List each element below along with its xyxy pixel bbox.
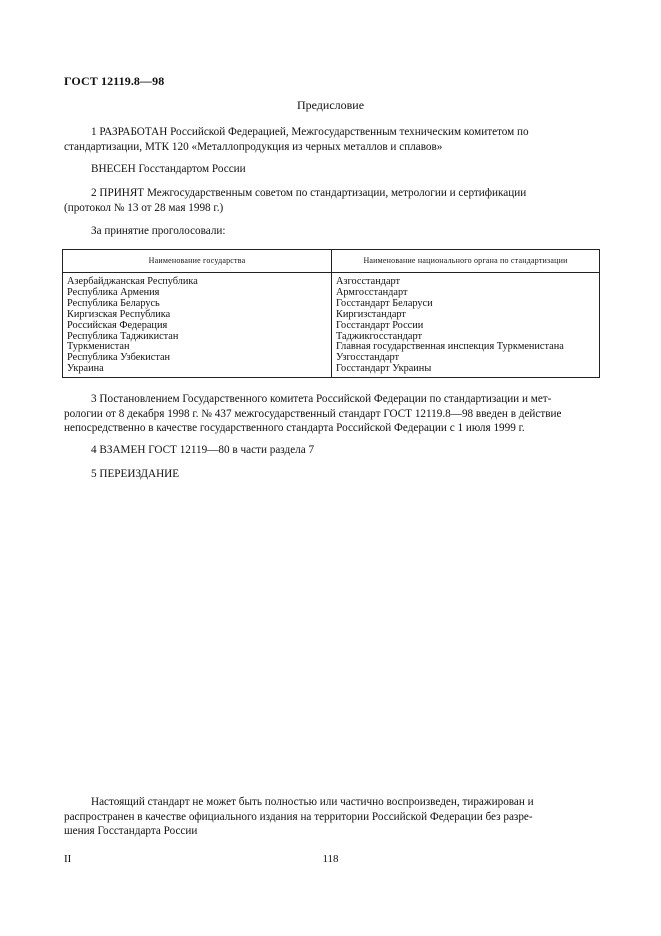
state-name: Азербайджанская Республика <box>67 276 198 287</box>
standards-body: Киргизстандарт <box>336 308 406 320</box>
item-developed <box>64 125 599 154</box>
standards-body: Главная государственная инспекция Туркменистана <box>336 341 564 353</box>
standards-body: Армгосстандарт <box>336 286 408 298</box>
item-resolution-line1: 3 Постановлением Государственного комитета Российской Федерации по стандартизации и мет- <box>91 393 552 405</box>
state-name: Украина <box>67 363 104 375</box>
column-header-body: Наименование национального органа по стандартизации <box>332 250 600 273</box>
item-adopted-line2: (протокол № 13 от 28 мая 1998 г.) <box>64 201 224 214</box>
table-header-row <box>63 250 600 273</box>
state-name: Республика Беларусь <box>67 297 160 309</box>
state-name: Российская Федерация <box>67 319 168 331</box>
notice-line1: Настоящий стандарт не может быть полностью или частично воспроизведен, тиражирован и <box>91 796 534 808</box>
notice-line3: шения Госстандарта России <box>64 825 198 837</box>
bodies-cell <box>332 273 600 378</box>
state-name: Киргизская Республика <box>67 308 171 320</box>
table-row <box>63 273 600 378</box>
item-adopted-line1: 2 ПРИНЯТ Межгосударственным советом по стандартизации, метрологии и сертификации <box>91 187 527 199</box>
notice-line2: распространен в качестве официального издания на территории Российской Федерации без разре- <box>64 810 533 823</box>
standards-body: Азгосстандарт <box>336 276 401 287</box>
document-code: ГОСТ 12119.8—98 <box>64 74 165 88</box>
page-title: Предисловие <box>296 98 365 112</box>
page-number: 118 <box>322 853 339 865</box>
voting-table <box>62 249 600 378</box>
standards-body: Узгосстандарт <box>336 352 399 364</box>
item-developed-line2: стандартизации, МТК 120 «Металлопродукция из черных металлов и сплавов» <box>64 140 443 153</box>
state-name: Республика Армения <box>67 286 160 298</box>
column-header-state: Наименование государства <box>63 250 332 273</box>
item-resolution-line2: рологии от 8 декабря 1998 г. № 437 межгосударственный стандарт ГОСТ 12119.8—98 введен в действие <box>64 407 562 420</box>
copyright-notice <box>64 795 599 839</box>
item-adopted <box>64 186 599 215</box>
item-introduced: ВНЕСЕН Госстандартом России <box>91 163 246 175</box>
item-replaces: 4 ВЗАМЕН ГОСТ 12119—80 в части раздела 7 <box>91 444 315 456</box>
item-developed-line1: 1 РАЗРАБОТАН Российской Федерацией, Межгосударственным техническим комитетом по <box>91 126 529 138</box>
standards-body: Таджикгосстандарт <box>336 330 423 342</box>
standards-body: Госстандарт России <box>336 319 424 331</box>
standards-body: Госстандарт Беларуси <box>336 297 433 309</box>
state-name: Республика Таджикистан <box>67 330 179 342</box>
states-cell <box>63 273 332 378</box>
state-name: Туркменистан <box>67 341 130 353</box>
item-reissue: 5 ПЕРЕИЗДАНИЕ <box>91 468 180 480</box>
state-name: Республика Узбекистан <box>67 352 171 364</box>
roman-page-number: II <box>64 853 72 865</box>
voted-intro: За принятие проголосовали: <box>91 225 226 237</box>
standards-body: Госстандарт Украины <box>336 363 432 375</box>
item-resolution-line3: непосредственно в качестве государственного стандарта Российской Федерации с 1 июля 1999 г. <box>64 422 525 434</box>
item-resolution <box>64 392 599 436</box>
